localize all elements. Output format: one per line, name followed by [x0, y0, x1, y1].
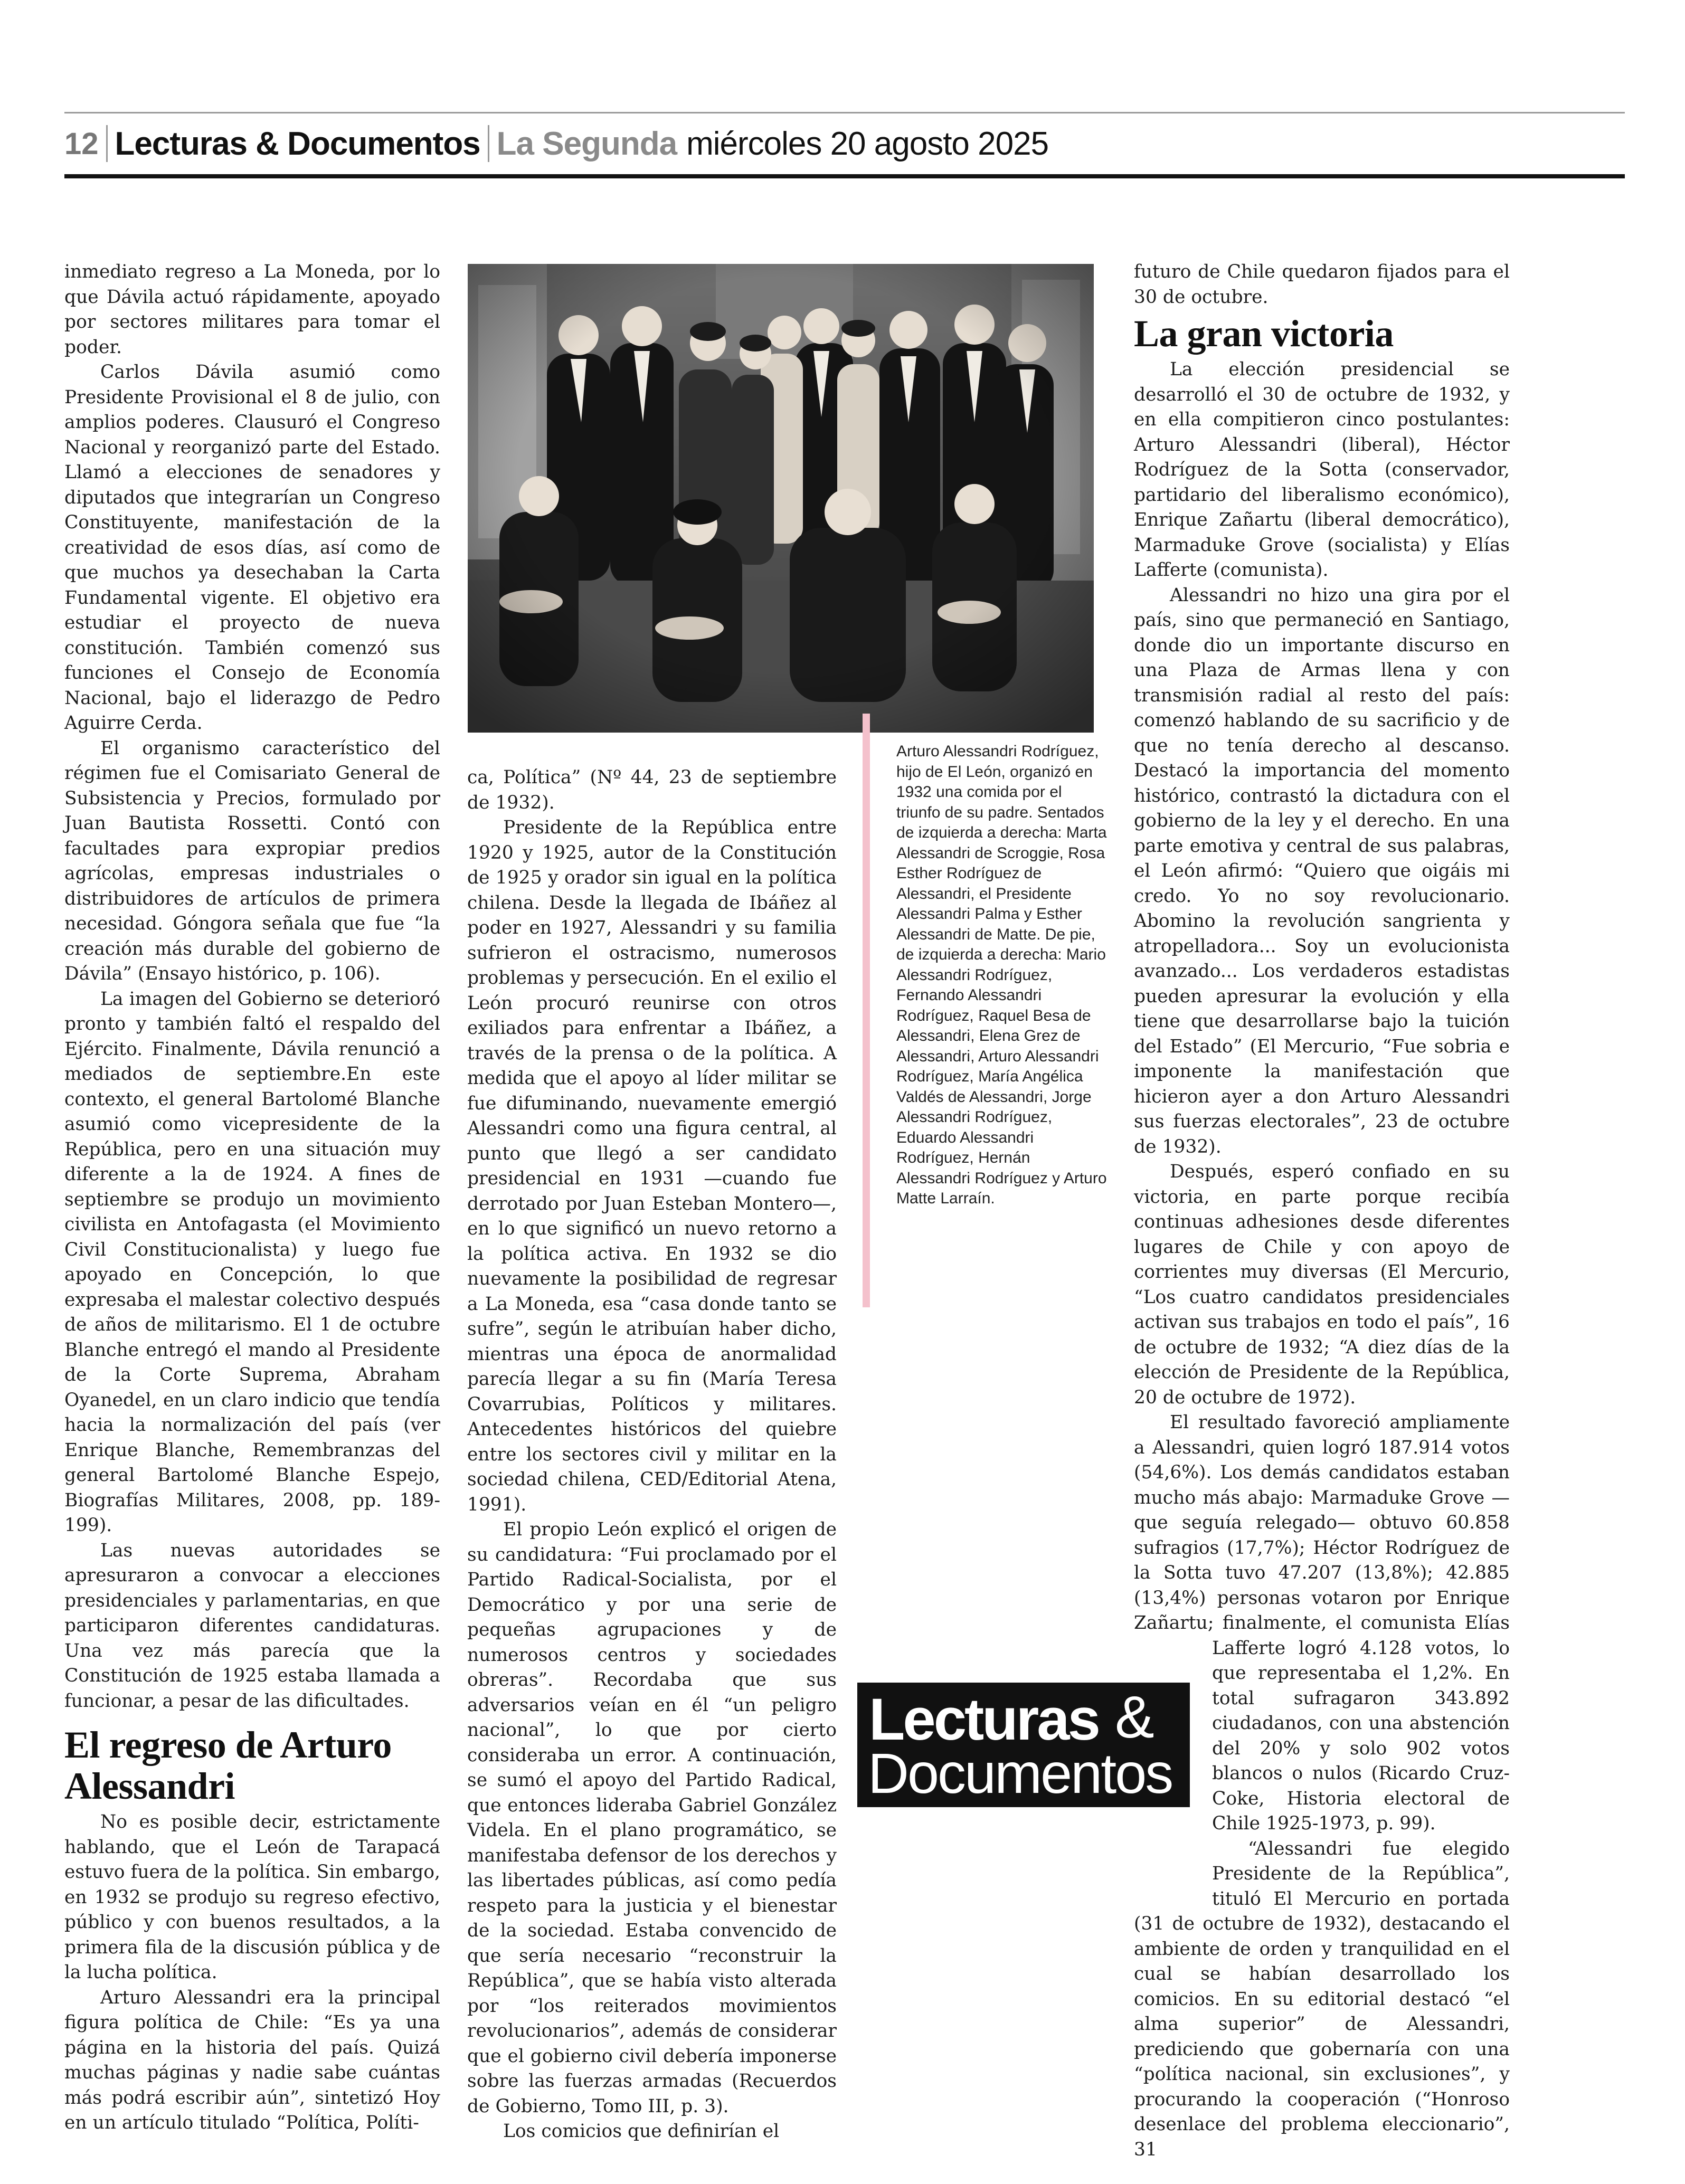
paragraph: La elección presidencial se desarrolló el 30 de octubre de 1932, y en ella compitieron cinco postulantes: Arturo Alessandri (liberal), Héctor Rodríguez de la Sotta (conservador, partidario del liberalismo económico), Enrique Zañartu (liberal democrático), Marmaduke Grove (socialista) y Elías Lafferte (comunista). [1134, 359, 1510, 581]
paragraph: Arturo Alessandri era la principal figura política de Chile: “Es ya una página en la historia del país. Quizá muchas páginas y nadie sabe cuántas más podrá escribir aún”, sintetizó Hoy en un artículo titulado “Política, Políti- [64, 1987, 440, 2133]
paragraph: El resultado favoreció ampliamente a Alessandri, quien logró 187.914 votos (54,6%). Los demás candidatos estaban mucho más abajo: Marmaduke Grove —que seguía relegado— obtuvo 60.858 sufragios (17,7%); Héctor Rodríguez de la Sotta tuvo 47.207 (13,8%); 42.885 (13,4%) personas votaron por Enrique Zañartu; finalmente, el comunista Elías Lafferte logró 4.128 votos, lo que representaba el 1,2%. En total sufragaron 343.892 ciudadanos, con una abstención del 20% y solo 902 votos blancos o nulos (Ricardo Cruz-Coke, Historia electoral de Chile 1925-1973, p. 99). [1134, 1410, 1510, 1837]
paragraph: “Alessandri fue elegido Presidente de la República”, tituló El Mercurio en portada (31 de octubre de 1932), destacando el ambiente de orden y tranquilidad en el cual se habían desarrollado los comicios. En su editorial destacó “el alma superior” de Alessandri, prediciendo que gobernaría con una “política nacional, sin exclusiones”, y procurando la cooperación (“Honroso desenlace del problema eleccionario”, 31 [1134, 1838, 1510, 2160]
caption-accent-bar [863, 714, 870, 1307]
paragraph: Alessandri no hizo una gira por el país, sino que permaneció en Santiago, donde dio un importante discurso en una Plaza de Armas llena y con transmisión radial al resto del país: comenzó hablando de su sacrificio y de que no tenía derecho al descanso. Destacó la importancia del momento histórico, contrastó la dictadura con el gobierno de la ley y el derecho. En una parte emotiva y central de sus palabras, el León afirmó: “Quiero que oigáis mi credo. Yo no soy revolucionario. Abomino la revolución sangrienta y atropelladora... Soy un evolucionista avanzado... Los verdaderos estadistas pueden apresurar la evolución y ella tiene que desarrollarse bajo la tuición del Estado” (El Mercurio, “Fue sobria e imponente la manifestación que hicieron ayer a don Arturo Alessandri sus fuerzas electorales”, 23 de octubre de 1932). [1134, 584, 1510, 1157]
lecturas-documentos-logo [857, 1683, 1190, 1807]
logo-word-documentos: Documentos [868, 1741, 1172, 1805]
header-bottom-rule [64, 174, 1625, 178]
logo-ampersand: & [1115, 1684, 1154, 1750]
section-title: Lecturas & Documentos [115, 125, 480, 162]
paragraph: Después, esperó confiado en su victoria, en parte porque recibía continuas adhesiones desde diferentes lugares de Chile y con apoyo de corrientes muy diversas (El Mercurio, “Los cuatro candidatos presidenciales activan sus trabajos en todo el país”, 16 de octubre de 1932; “A diez días de la elección de Presidente de la República, 20 de octubre de 1972). [1134, 1161, 1510, 1408]
article-column-1 [64, 260, 440, 2136]
paragraph: inmediato regreso a La Moneda, por lo que Dávila actuó rápidamente, apoyado por sectores militares para tomar el poder. [64, 261, 440, 358]
page-header [64, 117, 1048, 170]
paragraph: El propio León explicó el origen de su candidatura: “Fui proclamado por el Partido Radical-Socialista, por el Democrático y por una serie de pequeñas agrupaciones y de numerosos centros y sociedades obreras”. Recordaba que sus adversarios veían en él “un peligro nacional”, lo que por cierto consideraba un error. A continuación, se sumó el apoyo del Partido Radical, que entonces lideraba Gabriel González Videla. En el plano programático, se manifestaba defensor de los derechos y las libertades públicas, así como pedía respeto para la justicia y el bienestar de la sociedad. Estaba convencido de que sería necesario “reconstruir la República”, que se había visto alterada por “los reiterados movimientos revolucionarios”, además de considerar que el gobierno civil debería imponerse sobre las fuerzas armadas (Recuerdos de Gobierno, Tomo III, p. 3). [467, 1519, 837, 2117]
paragraph: Carlos Dávila asumió como Presidente Provisional el 8 de julio, con amplios poderes. Clausuró el Congreso Nacional y reorganizó parte del Estado. Llamó a elecciones de senadores y diputados que integrarían un Congreso Constituyente, manifestación de la creatividad de esos días, así como de que muchos ya desechaban la Carta Fundamental vigente. El objetivo era estudiar el proyecto de nueva constitución. También comenzó sus funciones el Consejo de Economía Nacional, bajo el liderazgo de Pedro Aguirre Cerda. [64, 362, 440, 734]
paragraph: futuro de Chile quedaron fijados para el 30 de octubre. [1134, 261, 1510, 308]
photo-caption: Arturo Alessandri Rodríguez, hijo de El León, organizó en 1932 una comida por el triunfo de su padre. Sentados de izquierda a derecha: Marta Alessandri de Scroggie, Rosa Esther Rodríguez de Alessandri, el Presidente Alessandri Palma y Esther Alessandri de Matte. De pie, de izquierda a derecha: Mario Alessandri Rodríguez, Fernando Alessandri Rodríguez, Raquel Besa de Alessandri, Elena Grez de Alessandri, Arturo Alessandri Rodríguez, María Angélica Valdés de Alessandri, Jorge Alessandri Rodríguez, Eduardo Alessandri Rodríguez, Hernán Alessandri Rodríguez y Arturo Matte Larraín. [896, 743, 1107, 1207]
publication-date: miércoles 20 agosto 2025 [686, 125, 1049, 162]
header-divider [106, 125, 108, 162]
paragraph: El organismo característico del régimen fue el Comisariato General de Subsistencia y Precios, formulado por Juan Bautista Rossetti. Contó con facultades para expropiar predios agrícolas, empresas industriales o distribuidores de artículos de primera necesidad. Góngora señala que fue “la creación más durable del gobierno de Dávila” (Ensayo histórico, p. 106). [64, 737, 440, 984]
logo-word-lecturas: Lecturas [869, 1686, 1099, 1752]
publication-name: La Segunda [496, 125, 677, 162]
paragraph: Presidente de la República entre 1920 y 1925, autor de la Constitución de 1925 y orador sin igual en la política chilena. Desde la llegada de Ibáñez al poder en 1927, Alessandri y su familia sufrieron el ostracismo, numerosos problemas y persecución. En el exilio el León procuró reunirse con otros exiliados para enfrentar a Ibáñez, a través de la prensa o de la política. A medida que el apoyo al líder militar se fue difuminando, nuevamente emergió Alessandri como una figura central, al punto que llegó a ser candidato presidencial en 1931 —cuando fue derrotado por Juan Esteban Montero—, en lo que significó un nuevo retorno a la política activa. En 1932 se dio nuevamente la posibilidad de regresar a La Moneda, esa “casa donde tanto se sufre”, según le atribuían haber dicho, mientras una época de anormalidad parecía llegar a su fin (María Teresa Covarrubias, Políticos y militares. Antecedentes históricos del quiebre entre los sectores civil y militar en la sociedad chilena, CED/Editorial Atena, 1991). [467, 817, 837, 1515]
paragraph: No es posible decir, estrictamente hablando, que el León de Tarapacá estuvo fuera de la política. Sin embargo, en 1932 se produjo su regreso efectivo, público y con buenos resultados, a la primera fila de la discusión pública y de la lucha política. [64, 1811, 440, 1983]
subheading: La gran victoria [1134, 312, 1394, 355]
paragraph: La imagen del Gobierno se deterioró pronto y también faltó el respaldo del Ejército. Finalmente, Dávila renunció a mediados de septiembre.En este contexto, el general Bartolomé Blanche asumió como vicepresidente de la República, pero en una situación muy diferente a la de 1924. A fines de septiembre se produjo un movimiento civilista en Antofagasta (el Movimiento Civil Constitucionalista) y luego fue apoyado en Concepción, lo que expresaba el malestar colectivo después de años de militarismo. El 1 de octubre Blanche entregó el mando al Presidente de la Corte Suprema, Abraham Oyanedel, en un claro indicio que tendía hacia la normalización del país (ver Enrique Blanche, Remembranzas del general Bartolomé Blanche Espejo, Biografías Militares, 2008, pp. 189-199). [64, 988, 440, 1536]
paragraph: Las nuevas autoridades se apresuraron a convocar a elecciones presidenciales y parlamentarias, en que participaron diferentes candidaturas. Una vez más parecía que la Constitución de 1925 estaba llamada a funcionar, a pesar de las dificultades. [64, 1540, 440, 1712]
page-number: 12 [64, 126, 99, 161]
historical-group-photo [468, 264, 1094, 733]
header-divider [488, 125, 489, 162]
article-column-2 [467, 765, 837, 2144]
header-top-rule [64, 112, 1625, 113]
paragraph: Los comicios que definirían el [503, 2121, 780, 2142]
paragraph: ca, Política” (Nº 44, 23 de septiembre de 1932). [467, 767, 837, 813]
subheading: El regreso de Arturo Alessandri [64, 1724, 392, 1807]
article-column-3 [1134, 260, 1510, 2162]
photo-illustration [468, 264, 1094, 733]
